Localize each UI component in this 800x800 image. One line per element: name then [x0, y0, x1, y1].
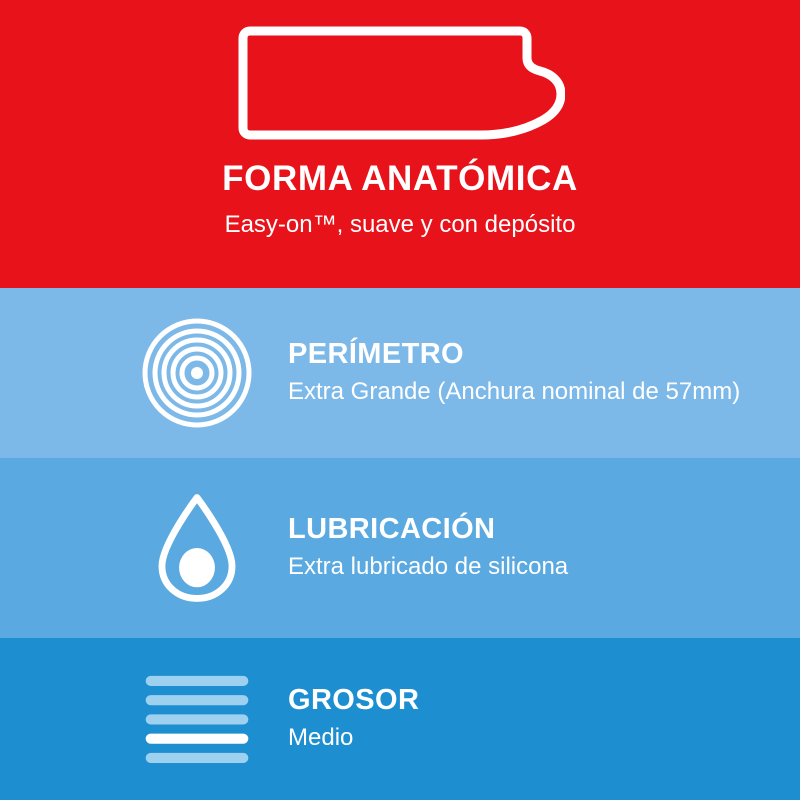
stacked-bars-icon — [142, 666, 252, 772]
concentric-circles-icon — [142, 318, 252, 428]
feature-title: PERÍMETRO — [288, 337, 464, 370]
hero-subtitle: Easy-on™, suave y con depósito — [224, 210, 576, 238]
hero-title: FORMA ANATÓMICA — [222, 159, 578, 198]
feature-description: Medio — [288, 723, 354, 751]
hero-section — [0, 0, 800, 288]
feature-row-grosor — [0, 638, 800, 800]
feature-description: Extra lubricado de silicona — [288, 552, 569, 580]
water-drop-icon — [142, 492, 252, 604]
condom-outline-icon — [235, 24, 565, 142]
feature-text-lubricacion — [288, 514, 568, 583]
feature-row-lubricacion — [0, 458, 800, 638]
feature-title: GROSOR — [288, 683, 420, 716]
feature-row-perimetro — [0, 288, 800, 458]
feature-text-grosor — [288, 685, 419, 754]
feature-description: Extra Grande (Anchura nominal de 57mm) — [288, 377, 741, 405]
feature-text-perimetro — [288, 339, 740, 408]
feature-title: LUBRICACIÓN — [288, 512, 496, 545]
